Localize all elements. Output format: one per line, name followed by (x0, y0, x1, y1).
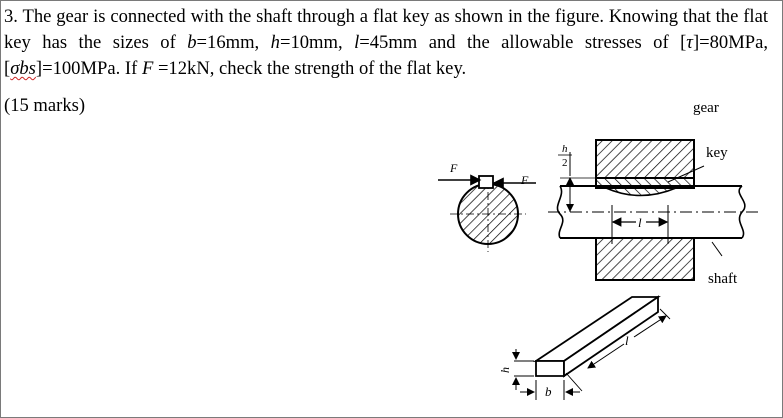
key-section-rect (479, 176, 493, 188)
value-F: =12kN, check the strength of the flat key. (153, 58, 467, 79)
marks-label: (15 marks) (4, 95, 86, 116)
height-dim-label: h (498, 367, 512, 373)
label-key: key (706, 145, 728, 161)
assembly-side-view (548, 100, 760, 287)
var-F: F (141, 58, 154, 79)
length-dim-label: l (638, 215, 642, 230)
h-over-2-numerator: h (562, 143, 568, 155)
length-dim-label-bottom: l (625, 333, 629, 348)
label-shaft: shaft (708, 271, 738, 287)
gear-hub-bottom (596, 238, 694, 280)
var-tau: τ (686, 32, 693, 53)
gear-hub-top (596, 140, 694, 178)
label-gear: gear (693, 100, 719, 116)
var-h: h (270, 32, 280, 53)
var-sigma-bs: σbs (10, 58, 36, 79)
var-b: b (187, 32, 197, 53)
shaft-cross-section (438, 161, 536, 252)
key-front-face (536, 361, 564, 376)
value-b: =16mm, (196, 32, 271, 53)
value-tau: ]=80MPa, [ (4, 32, 768, 79)
key-side-rect (596, 178, 694, 188)
force-label-left: F (450, 161, 458, 175)
value-sigma: ]=100MPa. If (35, 58, 142, 79)
value-h: =10mm, (279, 32, 355, 53)
value-l: =45mm and the allowable stresses of [ (359, 32, 687, 53)
h-over-2-denominator: 2 (562, 157, 568, 169)
var-l: l (354, 32, 360, 53)
width-dim-label: b (545, 384, 552, 399)
key-isometric (498, 297, 670, 400)
question-lead: 3. The gear is connected with the shaft through a flat key as shown in the figure. Knowing that the flat key has the sizes of (4, 6, 768, 53)
force-label-right: F (521, 173, 529, 187)
